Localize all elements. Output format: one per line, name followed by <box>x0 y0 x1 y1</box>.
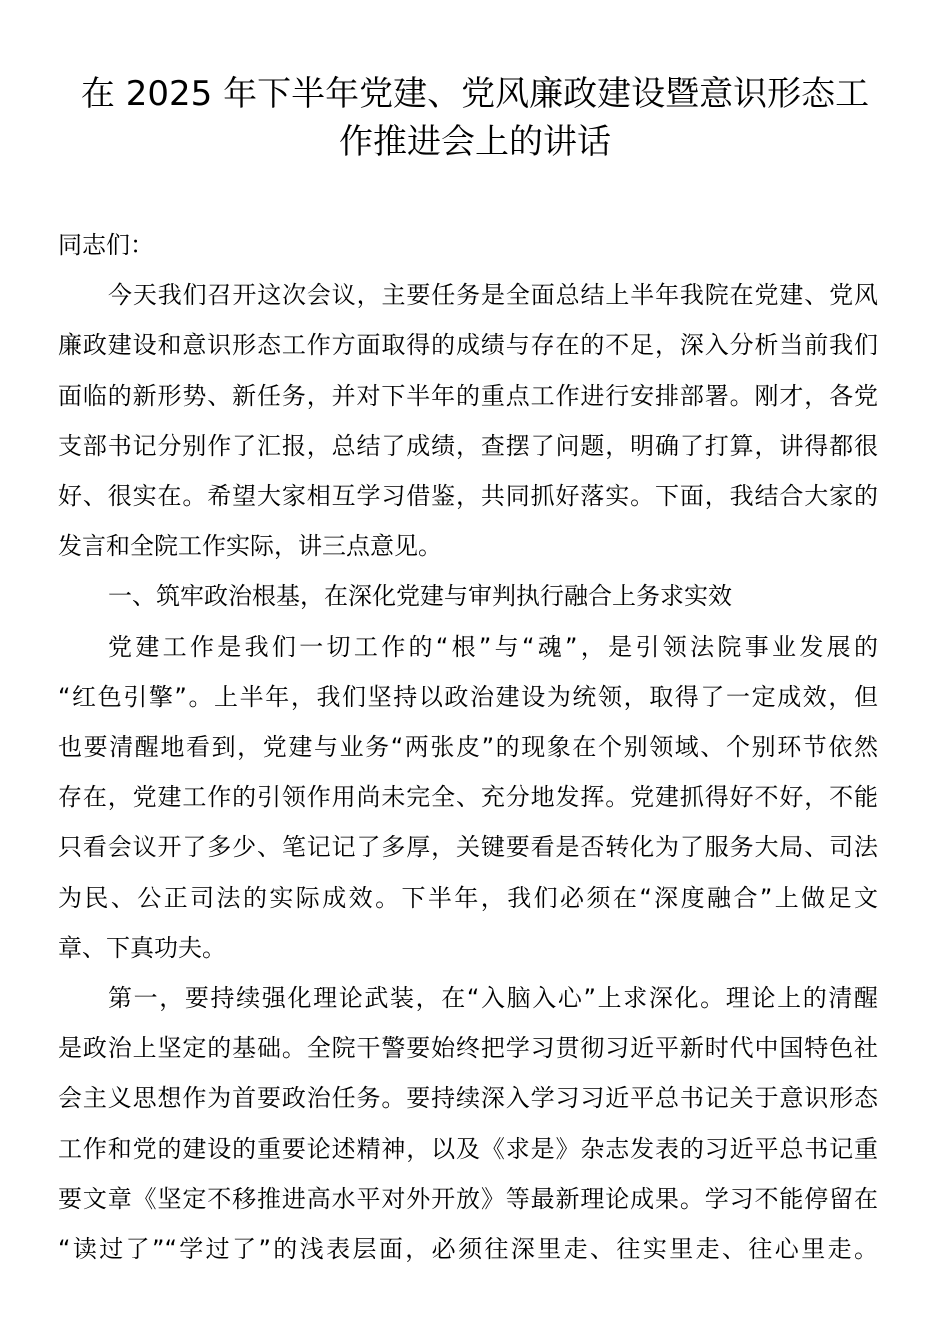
section-heading-1 <box>58 571 878 621</box>
paragraph-line: 好、很实在。希望大家相互学习借鉴，共同抓好落实。下面，我结合大家的 <box>58 482 878 511</box>
paragraph-line: 支部书记分别作了汇报，总结了成绩，查摆了问题，明确了打算，讲得都很 <box>58 431 878 460</box>
title-line-2: 作推进会上的讲话 <box>339 122 611 162</box>
paragraph-line: 面临的新形势、新任务，并对下半年的重点工作进行安排部署。刚才，各党 <box>58 381 878 410</box>
document-body <box>58 220 878 1274</box>
paragraph-line: 存在，党建工作的引领作用尚未完全、充分地发挥。党建抓得好不好，不能 <box>58 783 878 812</box>
paragraph-line: 要文章《坚定不移推进高水平对外开放》等最新理论成果。学习不能停留在 <box>58 1184 878 1213</box>
paragraph-line: 工作和党的建设的重要论述精神，以及《求是》杂志发表的习近平总书记重 <box>58 1134 878 1163</box>
paragraph-line: 只看会议开了多少、笔记记了多厚，关键要看是否转化为了服务大局、司法 <box>58 833 878 862</box>
salutation-text: 同志们： <box>58 231 154 259</box>
paragraph-line: 也要清醒地看到，党建与业务“两张皮”的现象在个别领域、个别环节依然 <box>58 733 878 762</box>
title-line-1: 在 2025 年下半年党建、党风廉政建设暨意识形态工 <box>80 74 870 114</box>
paragraph-line: “红色引擎”。上半年，我们坚持以政治建设为统领，取得了一定成效，但 <box>58 682 878 711</box>
section-heading-text: 一、筑牢政治根基，在深化党建与审判执行融合上务求实效 <box>108 582 732 611</box>
paragraph-line: “读过了”“学过了”的浅表层面，必须往深里走、往实里走、往心里走。 <box>58 1235 878 1264</box>
paragraph-line: 为民、公正司法的实际成效。下半年，我们必须在“深度融合”上做足文 <box>58 883 878 912</box>
paragraph-line: 党建工作是我们一切工作的“根”与“魂”，是引领法院事业发展的 <box>108 632 878 661</box>
paragraph-line: 今天我们召开这次会议，主要任务是全面总结上半年我院在党建、党风 <box>108 281 878 310</box>
paragraph-theory <box>58 973 878 1274</box>
paragraph-line: 发言和全院工作实际，讲三点意见。 <box>58 532 442 561</box>
document-title <box>60 70 890 166</box>
salutation <box>58 220 878 270</box>
paragraph-intro <box>58 270 878 571</box>
paragraph-line: 会主义思想作为首要政治任务。要持续深入学习习近平总书记关于意识形态 <box>58 1084 878 1113</box>
paragraph-line: 廉政建设和意识形态工作方面取得的成绩与存在的不足，深入分析当前我们 <box>58 331 878 360</box>
paragraph-line: 第一，要持续强化理论武装，在“入脑入心”上求深化。理论上的清醒 <box>108 984 878 1013</box>
paragraph-party-building <box>58 622 878 973</box>
paragraph-line: 章、下真功夫。 <box>58 933 226 962</box>
paragraph-line: 是政治上坚定的基础。全院干警要始终把学习贯彻习近平新时代中国特色社 <box>58 1034 878 1063</box>
